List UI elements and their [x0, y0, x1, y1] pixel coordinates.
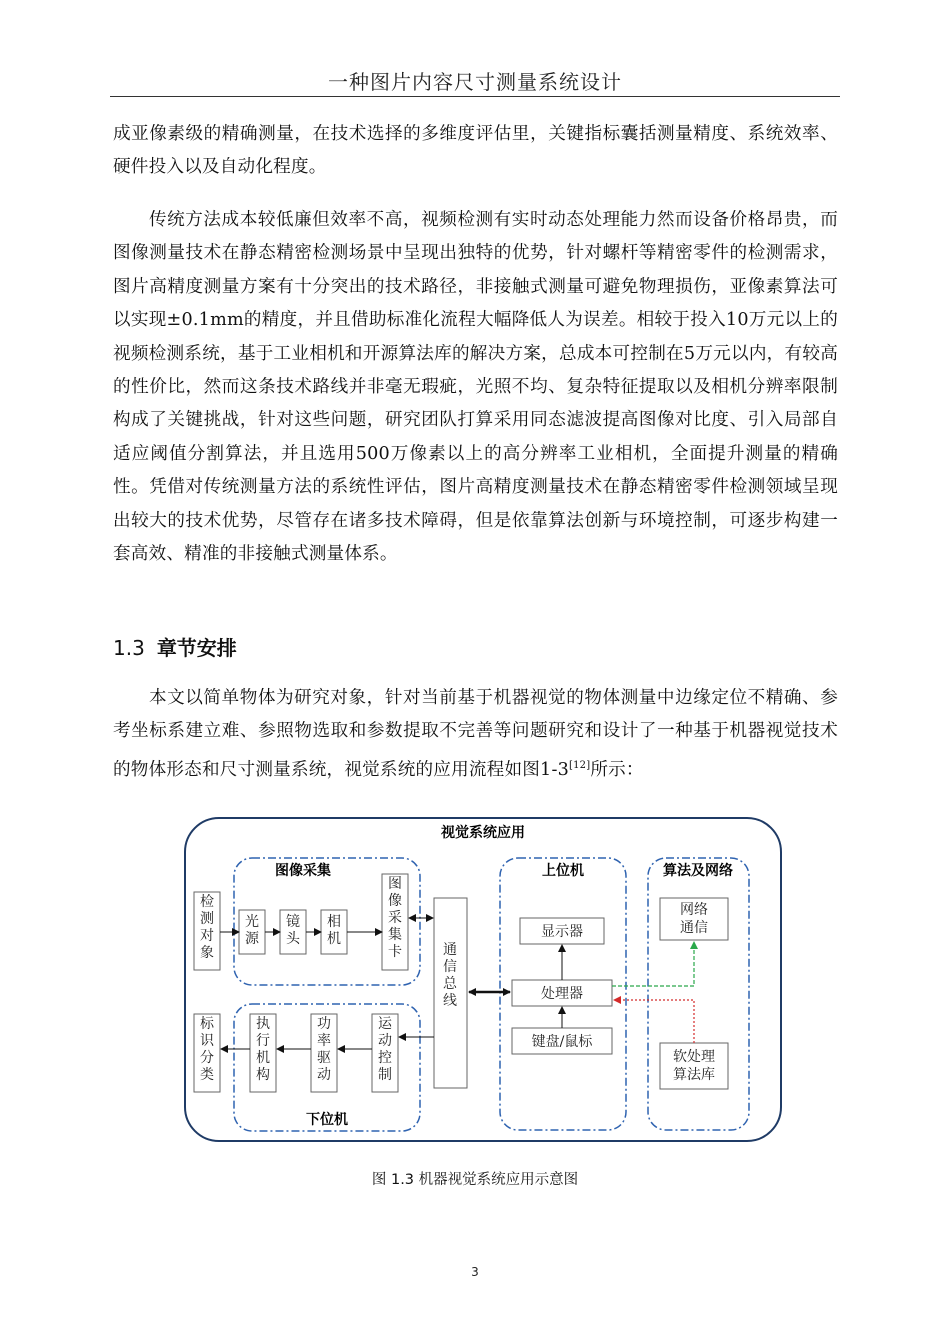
section-title: 章节安排: [156, 636, 237, 660]
group-label-image-capture: 图像采集: [275, 863, 331, 879]
label-keyboard-mouse: 键盘/鼠标: [531, 1034, 593, 1050]
label-mark-classify: 标识分类: [200, 1016, 214, 1083]
label-display: 显示器: [541, 924, 583, 940]
label-detect-object: 检测对象: [200, 894, 214, 961]
paragraph-section-tail: 所示：: [590, 759, 644, 780]
paragraph-comparison: 传统方法成本较低廉但效率不高，视频检测有实时动态处理能力然而设备价格昂贵，而图像测量技术在静态精密检测场景中呈现出独特的优势，针对螺杆等精密零件的检测需求，图片高精度测量方案有十分突出的技术路径，非接触式测量可避免物理损伤，亚像素算法可以实现±0.1mm的精度，并且借助标准化流程大幅降低人为误差。相较于投入10万元以上的视频检测系统，基于工业相机和开源算法库的解决方案，总成本可控制在5万元以内，有较高的性价比，然而这条技术路线并非毫无瑕疵，光照不均、复杂特征提取以及相机分辨率限制构成了关键挑战，针对这些问题，研究团队打算采用同态滤波提高图像对比度、引入局部自适应阈值分割算法，并且选用500万像素以上的高分辨率工业相机，全面提升测量的精确性。凭借对传统测量方法的系统性评估，图片高精度测量技术在静态精密零件检测领域呈现出较大的技术优势，尽管存在诸多技术障碍，但是依靠算法创新与环境控制，可逐步构建一套高效、精准的非接触式测量体系。: [113, 210, 838, 565]
label-lens: 镜头: [286, 914, 300, 947]
label-camera: 相机: [327, 914, 341, 947]
arrow-processor-to-network: [612, 942, 694, 986]
label-light-source: 光源: [245, 914, 259, 947]
paragraph-continued: 成亚像素级的精确测量，在技术选择的多维度评估里，关键指标囊括测量精度、系统效率、硬件投入以及自动化程度。: [113, 124, 838, 178]
group-label-lower: 下位机: [306, 1112, 348, 1128]
running-header: 一种图片内容尺寸测量系统设计: [328, 70, 622, 94]
label-network-comm: 网络通信: [680, 902, 708, 936]
header-rule: [110, 96, 840, 97]
label-comm-bus: 通信总线: [443, 942, 457, 1009]
section-number: 1.3: [113, 636, 145, 660]
section-heading: [113, 632, 237, 661]
label-software-lib: 软处理算法库: [673, 1049, 715, 1083]
outer-title: 视觉系统应用: [441, 825, 525, 841]
group-label-host: 上位机: [542, 863, 584, 879]
label-processor: 处理器: [541, 986, 583, 1002]
label-capture-card: 图像采集卡: [388, 876, 402, 960]
vision-system-diagram: [183, 812, 783, 1145]
figure-caption: 图 1.3 机器视觉系统应用示意图: [371, 1172, 579, 1188]
group-label-algo-net: 算法及网络: [663, 863, 733, 879]
paragraph-section: [113, 682, 838, 787]
citation: [12]: [569, 759, 591, 771]
vision-system-figure: [183, 812, 783, 1145]
label-actuator: 执行机构: [256, 1016, 270, 1083]
label-power-drive: 功率驱动: [317, 1016, 331, 1083]
label-motion-control: 运动控制: [378, 1016, 392, 1083]
paragraph-section-text: 本文以简单物体为研究对象，针对当前基于机器视觉的物体测量中边缘定位不精确、参考坐标系建立难、参照物选取和参数提取不完善等问题研究和设计了一种基于机器视觉技术的物体形态和尺寸测量系统，视觉系统的应用流程如图1-3: [113, 688, 838, 780]
page-number: 3: [471, 1265, 479, 1279]
